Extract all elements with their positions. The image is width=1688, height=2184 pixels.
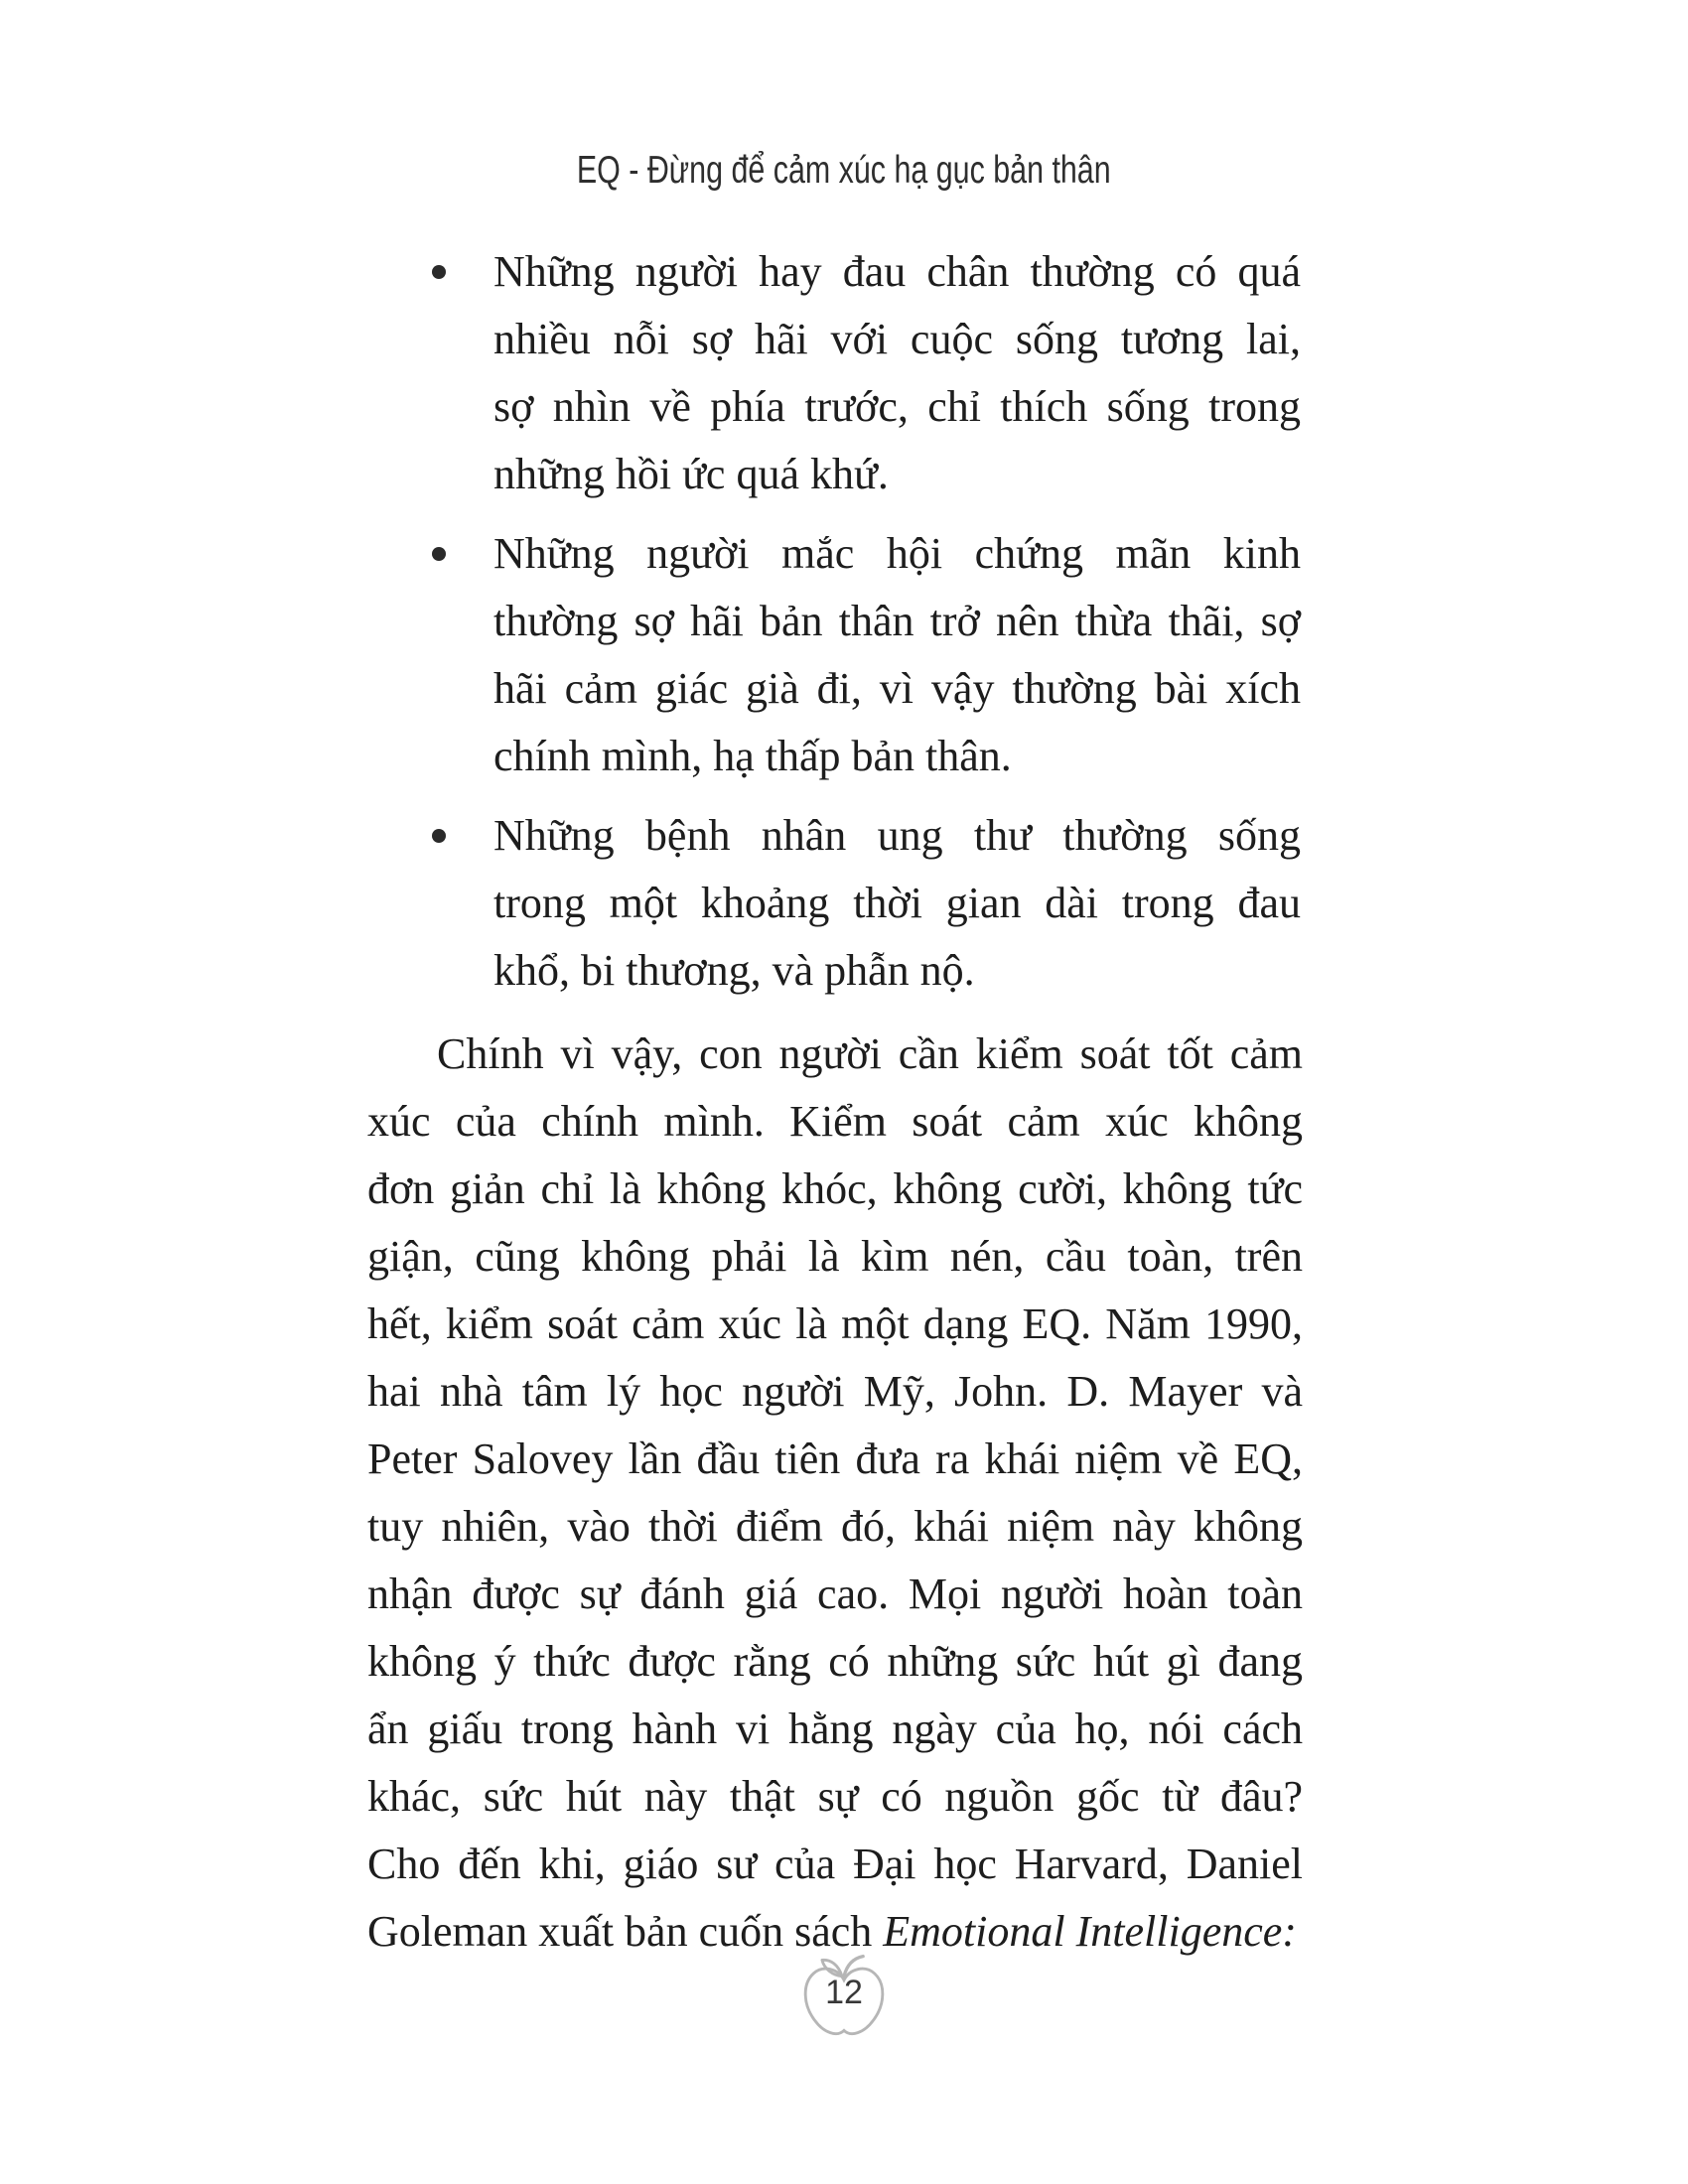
text-line: Chính vì vậy, con người cần kiểm soát tốt cảm: [437, 1029, 1303, 1078]
text-line: Những người mắc hội chứng mãn kinh: [493, 529, 1301, 578]
text-line: không ý thức được rằng có những sức hút gì đang: [367, 1637, 1303, 1686]
running-header-title: EQ - Đừng để cảm xúc hạ gục bản thân: [577, 149, 1111, 192]
text-line: khổ, bi thương, và phẫn nộ.: [493, 946, 975, 995]
footer-ornament: [796, 1948, 892, 2039]
last-line-text: Goleman xuất bản cuốn sách: [367, 1907, 884, 1956]
bullet-dot-icon: [432, 520, 493, 790]
text-line: những hồi ức quá khứ.: [493, 450, 889, 498]
text-line: hãi cảm giác già đi, vì vậy thường bài xích: [493, 664, 1301, 713]
page-number: 12: [825, 1974, 863, 2011]
text-line: trong một khoảng thời gian dài trong đau: [493, 879, 1301, 927]
text-line: hết, kiểm soát cảm xúc là một dạng EQ. Năm 1990,: [367, 1299, 1303, 1348]
bullet-text: [493, 238, 1301, 508]
text-line: chính mình, hạ thấp bản thân.: [493, 732, 1012, 780]
text-line: thường sợ hãi bản thân trở nên thừa thãi, sợ: [493, 597, 1301, 645]
text-line: ẩn giấu trong hành vi hằng ngày của họ, nói cách: [367, 1705, 1303, 1753]
italic-book-title: Emotional Intelligence:: [883, 1907, 1297, 1956]
text-line: đơn giản chỉ là không khóc, không cười, không tức: [367, 1164, 1303, 1213]
text-line: nhận được sự đánh giá cao. Mọi người hoàn toàn: [367, 1570, 1303, 1618]
text-line: khác, sức hút này thật sự có nguồn gốc từ đâu?: [367, 1772, 1303, 1821]
text-line: sợ nhìn về phía trước, chỉ thích sống trong: [493, 382, 1301, 431]
text-line: nhiều nỗi sợ hãi với cuộc sống tương lai,: [493, 315, 1301, 363]
bullet-item: [432, 520, 1303, 790]
bullet-dot-icon: [432, 802, 493, 1005]
bullet-item: [432, 802, 1303, 1005]
running-header: [0, 149, 1688, 193]
bullet-dot-icon: [432, 238, 493, 508]
text-line: tuy nhiên, vào thời điểm đó, khái niệm này không: [367, 1502, 1303, 1551]
text-line: Peter Salovey lần đầu tiên đưa ra khái niệm về EQ,: [367, 1434, 1303, 1483]
text-line: hai nhà tâm lý học người Mỹ, John. D. Mayer và: [367, 1367, 1303, 1416]
page-content: [367, 238, 1303, 1966]
page-footer: [0, 1948, 1688, 2039]
body-paragraph: [367, 1021, 1303, 1966]
bullet-list: [367, 238, 1303, 1005]
bullet-text: [493, 520, 1301, 790]
text-line: Những người hay đau chân thường có quá: [493, 247, 1301, 296]
bullet-item: [432, 238, 1303, 508]
text-line: giận, cũng không phải là kìm nén, cầu toàn, trên: [367, 1232, 1303, 1281]
text-line: xúc của chính mình. Kiểm soát cảm xúc không: [367, 1097, 1303, 1146]
text-line: Cho đến khi, giáo sư của Đại học Harvard, Daniel: [367, 1840, 1303, 1888]
bullet-text: [493, 802, 1301, 1005]
text-line: Những bệnh nhân ung thư thường sống: [493, 811, 1301, 860]
